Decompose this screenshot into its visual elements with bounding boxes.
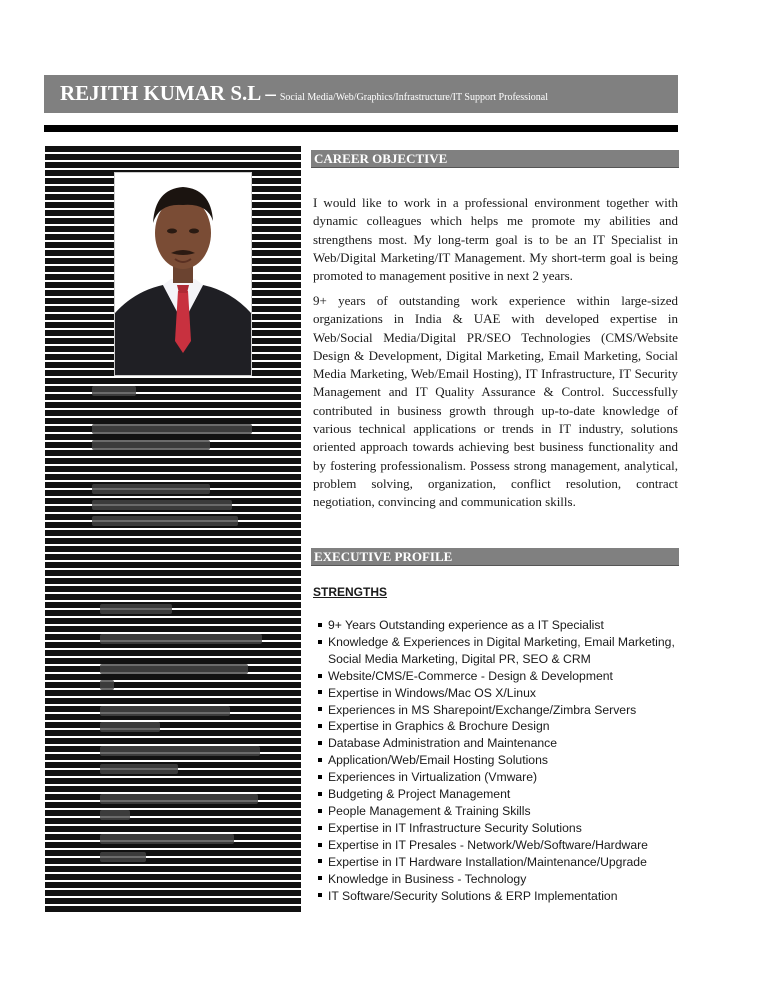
experience-summary-paragraph: 9+ years of outstanding work experience within large-sized organizations in India & UAE with developed expertise in Web/Social Media/Digital PR/SEO Technologies (CMS/Website Design & Development, Digital Marketing, Email Marketing, Social Media Marketing, Web/Email Hosting), IT Infrastructure, IT Security Management and IT Quality Assurance & Control. Successfully contributed in business growth through up-to-date knowledge of various technical applications or trends in IT industry, solutions oriented approach towards achieving best business functionality and by fostering professionalism. Possess strong management, analytical, problem solving, organization, conflict resolution, contract negotiation, convincing and communication skills. (313, 293, 678, 510)
strength-item: Expertise in IT Infrastructure Security Solutions (318, 820, 688, 837)
sidebar-text-line (100, 604, 172, 614)
professional-title: Social Media/Web/Graphics/Infrastructure/IT Support Professional (279, 92, 548, 103)
strength-item: Expertise in Windows/Mac OS X/Linux (318, 685, 688, 702)
sidebar-text-line (100, 634, 262, 644)
sidebar-text-line (100, 764, 178, 774)
strength-item: Application/Web/Email Hosting Solutions (318, 752, 688, 769)
strength-item: Expertise in Graphics & Brochure Design (318, 718, 688, 735)
sidebar-text-line (92, 386, 136, 396)
strengths-list (318, 617, 688, 904)
strength-item: Budgeting & Project Management (318, 786, 688, 803)
header-rule (44, 125, 678, 132)
sidebar-text-line (100, 794, 258, 804)
strength-item: People Management & Training Skills (318, 803, 688, 820)
sidebar-text-line (100, 834, 234, 844)
sidebar-text-line (100, 810, 130, 820)
strength-item: Website/CMS/E-Commerce - Design & Development (318, 668, 688, 685)
career-objective-heading: CAREER OBJECTIVE (311, 150, 679, 168)
strength-item: Database Administration and Maintenance (318, 735, 688, 752)
strength-item: 9+ Years Outstanding experience as a IT Specialist (318, 617, 688, 634)
sidebar-text-line (100, 706, 230, 716)
sidebar-text-line (92, 484, 210, 494)
sidebar-text-line (92, 500, 232, 510)
candidate-name: REJITH KUMAR S.L – (60, 81, 276, 105)
strength-item: Experiences in Virtualization (Vmware) (318, 769, 688, 786)
sidebar-text-line (100, 680, 114, 690)
portrait-image (115, 173, 251, 375)
career-objective-paragraph: I would like to work in a professional environment together with dynamic colleagues which helps me promote my abilities and strengthens most. My long-term goal is to be an IT Specialist in Web/Digital Marketing/IT Management. My short-term goal is being promoted to management positive in next 2 years. (313, 195, 678, 284)
strength-item: Expertise in IT Hardware Installation/Maintenance/Upgrade (318, 854, 688, 871)
executive-profile-heading: EXECUTIVE PROFILE (311, 548, 679, 566)
strength-item: Knowledge & Experiences in Digital Marketing, Email Marketing, Social Media Marketing, Digital PR, SEO & CRM (318, 634, 688, 668)
sidebar-text-line (92, 440, 210, 450)
sidebar-text-line (92, 516, 238, 526)
sidebar-text-line (100, 746, 260, 756)
strength-item: IT Software/Security Solutions & ERP Implementation (318, 888, 688, 905)
profile-photo (114, 172, 252, 376)
sidebar-text-line (100, 664, 248, 674)
strength-item: Knowledge in Business - Technology (318, 871, 688, 888)
strength-item: Experiences in MS Sharepoint/Exchange/Zimbra Servers (318, 702, 688, 719)
sidebar-text-line (100, 722, 160, 732)
strengths-title: STRENGTHS (313, 585, 388, 599)
sidebar-text-line (92, 424, 252, 434)
sidebar-text-line (100, 852, 146, 862)
header-bar (44, 75, 678, 113)
strength-item: Expertise in IT Presales - Network/Web/Software/Hardware (318, 837, 688, 854)
